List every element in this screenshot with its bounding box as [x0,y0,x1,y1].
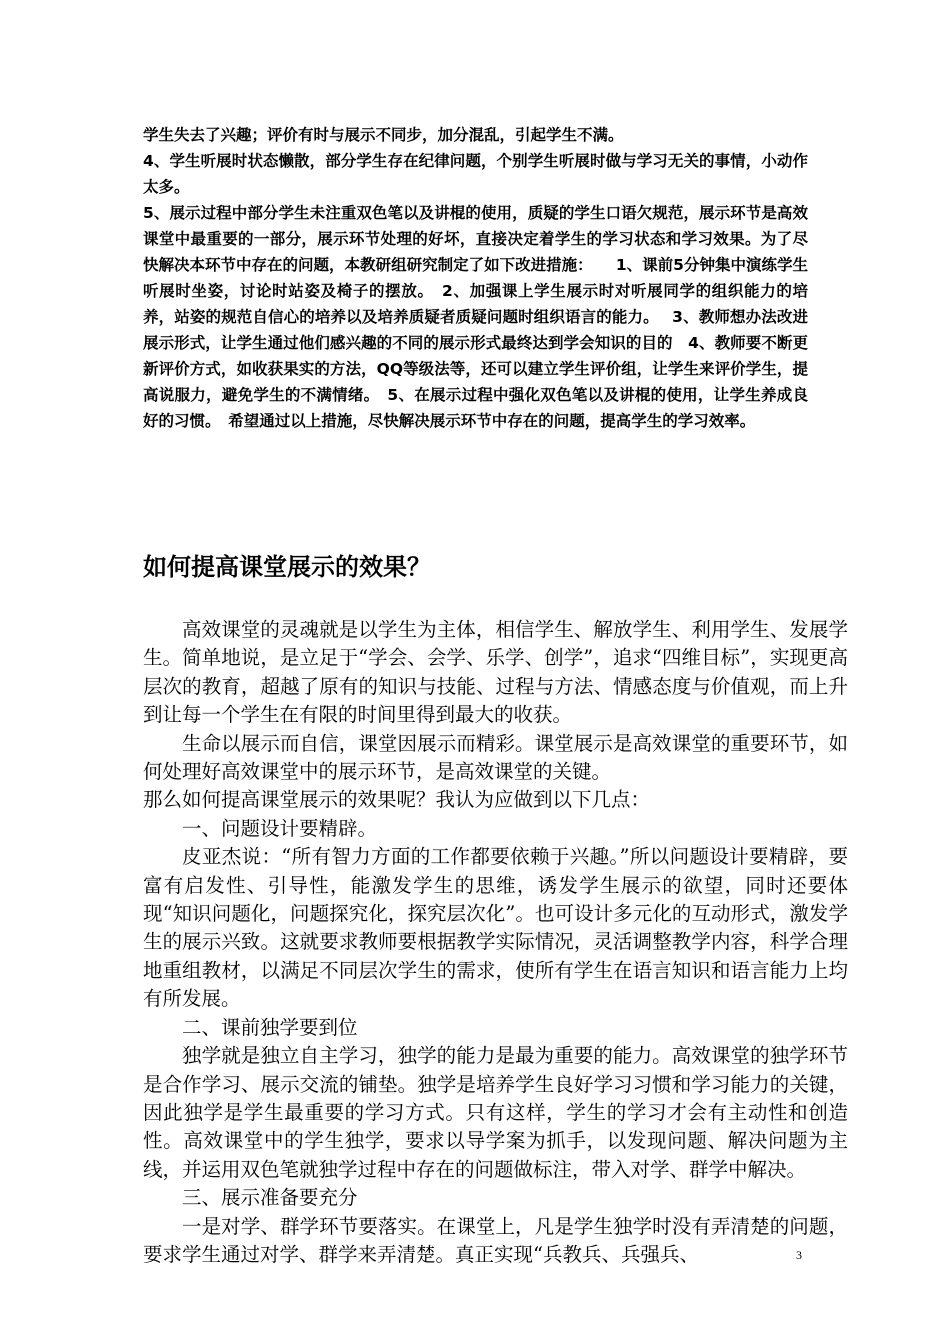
subheading: 二、课前独学要到位 [182,1015,358,1039]
bold-paragraph: 学生失去了兴趣；评价有时与展示不同步，加分混乱，引起学生不满。 [143,126,624,144]
page-number: 3 [796,1248,802,1262]
bold-notes-section [143,122,808,434]
body-paragraph: 生命以展示而自信，课堂因展示而精彩。课堂展示是高效课堂的重要环节，如何处理好高效课堂中的展示环节，是高效课堂的关键。 [143,731,848,784]
bold-paragraph: 4、学生听展时状态懒散，部分学生存在纪律问题，个别学生听展时做与学习无关的事情，小动作太多。 [143,152,808,196]
subheading: 三、展示准备要充分 [182,1186,358,1210]
body-paragraph: 那么如何提高课堂展示的效果呢？我认为应做到以下几点： [143,788,651,812]
body-paragraph: 皮亚杰说：“所有智力方面的工作都要依赖于兴趣。”所以问题设计要精辟，要富有启发性、引导性，能激发学生的思维，诱发学生展示的欲望，同时还要体现“知识问题化，问题探究化，探究层次化”。也可设计多元化的互动形式，激发学生的展示兴致。这就要求教师要根据教学实际情况，灵活调整教学内容，科学合理地重组教材，以满足不同层次学生的需求，使所有学生在语言知识和语言能力上均有所发展。 [143,845,848,1011]
article-body [143,616,848,1269]
bold-paragraph: 5、展示过程中部分学生未注重双色笔以及讲棍的使用，质疑的学生口语欠规范，展示环节是高效课堂中最重要的一部分，展示环节处理的好坏，直接决定着学生的学习状态和学习效果。为了尽快解决本环节中存在的问题，本教研组研究制定了如下改进措施： 1、课前5分钟集中演练学生听展时坐姿，讨论时站姿及椅子的摆放。 2、加强课上学生展示时对听展同学的组织能力的培养，站姿的规范自信心的培养以及培养质疑者质疑问题时组织语言的能力。 3、教师想办法改进展示形式，让学生通过他们感兴趣的不同的展示形式最终达到学会知识的目的 4、教师要不断更新评价方式，如收获果实的方法，QQ等级法等，还可以建立学生评价组，让学生来评价学生，提高说服力，避免学生的不满情绪。 5、在展示过程中强化双色笔以及讲棍的使用，让学生养成良好的习惯。 希望通过以上措施，尽快解决展示环节中存在的问题，提高学生的学习效率。 [143,204,808,430]
body-paragraph: 独学就是独立自主学习，独学的能力是最为重要的能力。高效课堂的独学环节是合作学习、展示交流的铺垫。独学是培养学生良好学习习惯和学习能力的关键，因此独学是学生最重要的学习方式。只有这样，学生的学习才会有主动性和创造性。高效课堂中的学生独学，要求以导学案为抓手，以发现问题、解决问题为主线，并运用双色笔就独学过程中存在的问题做标注，带入对学、群学中解决。 [143,1044,848,1181]
subheading: 一、问题设计要精辟。 [182,816,378,840]
body-paragraph: 一是对学、群学环节要落实。在课堂上，凡是学生独学时没有弄清楚的问题，要求学生通过对学、群学来弄清楚。真正实现“兵教兵、兵强兵、 [143,1214,848,1266]
section-heading: 如何提高课堂展示的效果？ [143,553,431,581]
body-paragraph: 高效课堂的灵魂就是以学生为主体，相信学生、解放学生、利用学生、发展学生。简单地说，是立足于“学会、会学、乐学、创学”，追求“四维目标”，实现更高层次的教育，超越了原有的知识与技能、过程与方法、情感态度与价值观，而上升到让每一个学生在有限的时间里得到最大的收获。 [143,618,848,727]
